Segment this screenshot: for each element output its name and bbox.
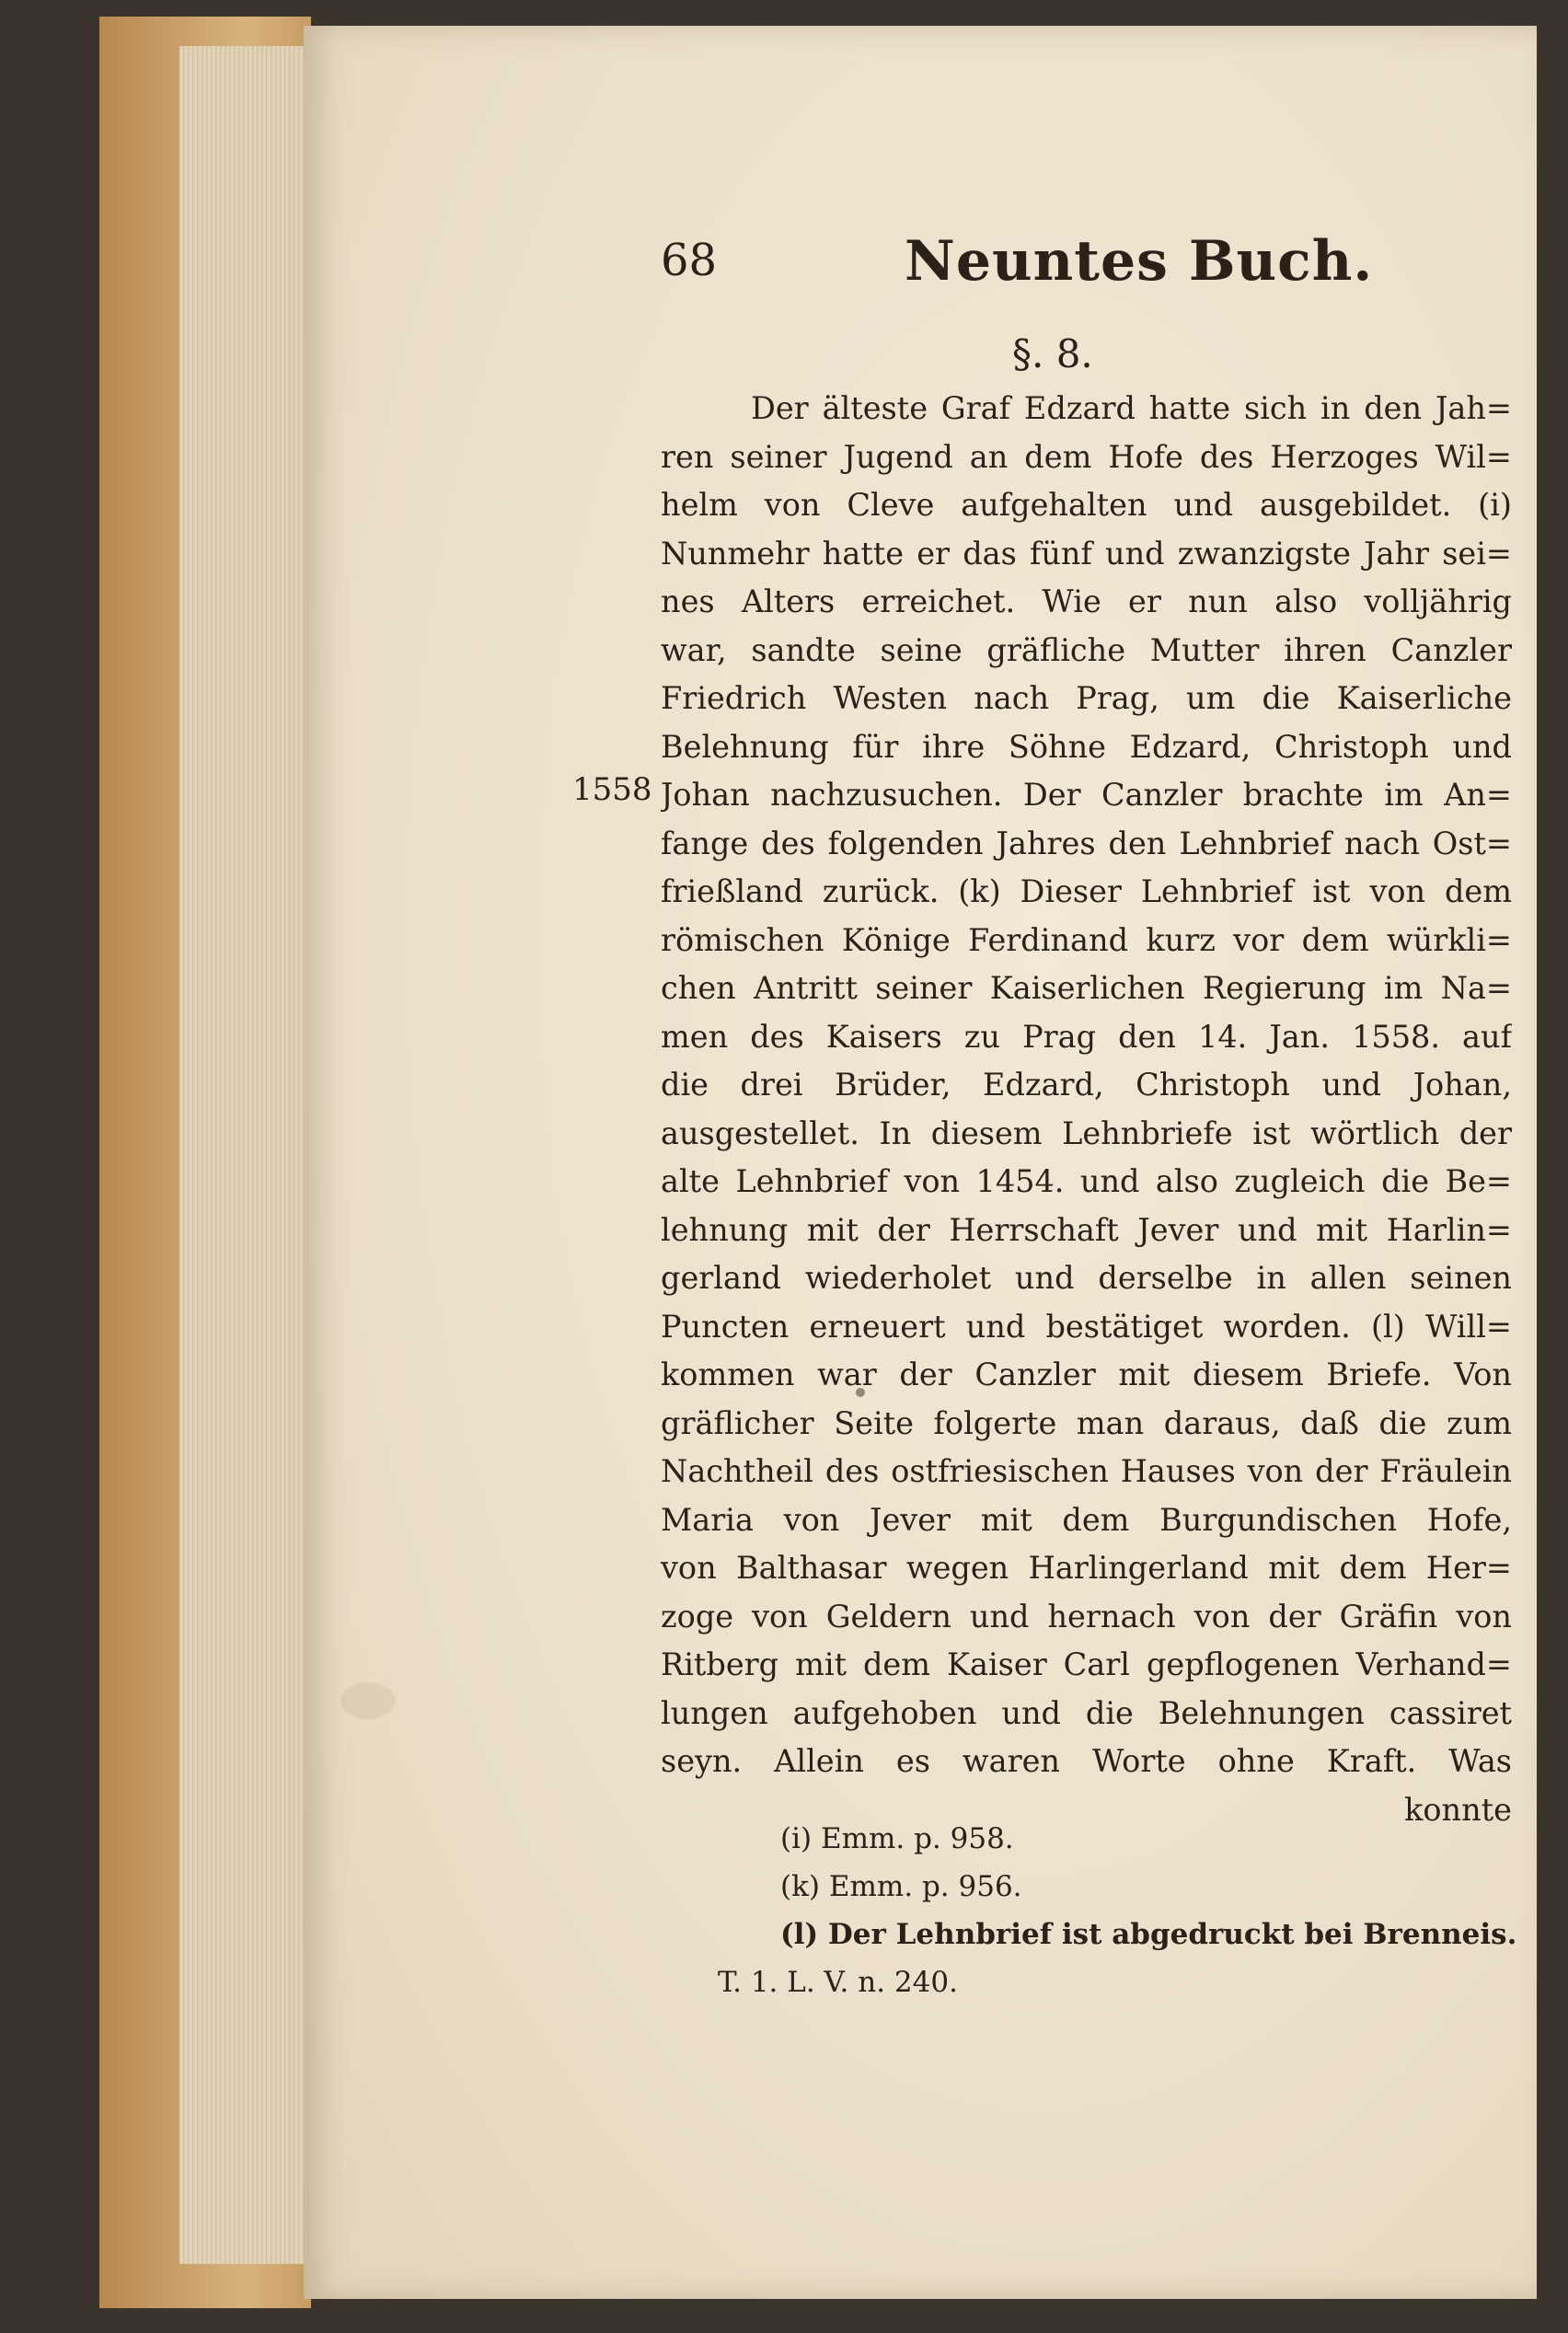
text-line: Maria von Jever mit dem Burgundischen Hofe, bbox=[661, 1501, 1512, 1538]
text-line: von Balthasar wegen Harlingerland mit dem Her= bbox=[661, 1550, 1512, 1586]
text-line: lungen aufgehoben und die Belehnungen cassiret bbox=[661, 1694, 1512, 1731]
text-line: helm von Cleve aufgehalten und ausgebildet. (i) bbox=[661, 487, 1512, 523]
paper-stain bbox=[340, 1682, 396, 1719]
footnotes bbox=[661, 1815, 1517, 2006]
text-line: kommen war der Canzler mit diesem Briefe. Von bbox=[661, 1357, 1512, 1392]
page-number: 68 bbox=[661, 235, 718, 286]
text-line: fange des folgenden Jahres den Lehnbrief nach Ost= bbox=[661, 825, 1512, 861]
text-line: lehnung mit der Herrschaft Jever und mit Harlin= bbox=[661, 1211, 1512, 1248]
text-line: Nunmehr hatte er das fünf und zwanzigste Jahr sei= bbox=[661, 535, 1512, 572]
text-line: war, sandte seine gräfliche Mutter ihren Canzler bbox=[661, 631, 1512, 668]
text-line: alte Lehnbrief von 1454. und also zugleich die Be= bbox=[661, 1163, 1512, 1199]
text-line: zoge von Geldern und hernach von der Gräfin von bbox=[661, 1598, 1512, 1634]
page-stack bbox=[179, 46, 317, 2264]
text-line: Der älteste Graf Edzard hatte sich in den Jah= bbox=[751, 390, 1512, 426]
text-line: seyn. Allein es waren Worte ohne Kraft. Was bbox=[661, 1743, 1512, 1779]
text-line: Belehnung für ihre Söhne Edzard, Christoph und bbox=[661, 728, 1512, 765]
text-line: ausgestellet. In diesem Lehnbriefe ist wörtlich der bbox=[661, 1115, 1512, 1151]
text-line: frießland zurück. (k) Dieser Lehnbrief ist von dem bbox=[661, 873, 1512, 909]
text-line: Puncten erneuert und bestätiget worden. (l) Will= bbox=[661, 1308, 1512, 1345]
text-line: men des Kaisers zu Prag den 14. Jan. 1558. auf bbox=[661, 1018, 1512, 1055]
footnote-l: (l) Der Lehnbrief ist abgedruckt bei Brenneis. bbox=[780, 1918, 1517, 1951]
text-line: römischen Könige Ferdinand kurz vor dem würkli= bbox=[661, 921, 1512, 958]
text-line: die drei Brüder, Edzard, Christoph und Johan, bbox=[661, 1067, 1512, 1103]
text-line: Johan nachzusuchen. Der Canzler brachte im An= bbox=[661, 777, 1512, 813]
text-line: chen Antritt seiner Kaiserlichen Regierung im Na= bbox=[661, 970, 1512, 1006]
text-line: nes Alters erreichet. Wie er nun also volljährig bbox=[661, 583, 1512, 619]
text-line: Nachtheil des ostfriesischen Hauses von der Fräulein bbox=[661, 1453, 1512, 1489]
page-header bbox=[661, 229, 1512, 299]
text-line: gerland wiederholet und derselbe in allen seinen bbox=[661, 1260, 1512, 1296]
text-line: Friedrich Westen nach Prag, um die Kaiserliche bbox=[661, 680, 1512, 716]
catchword: konnte bbox=[1404, 1791, 1512, 1828]
margin-year-note: 1558 bbox=[572, 771, 652, 808]
running-title: Neuntes Buch. bbox=[905, 229, 1374, 294]
section-heading: §. 8. bbox=[1012, 331, 1093, 376]
text-line: ren seiner Jugend an dem Hofe des Herzoges Wil= bbox=[661, 438, 1512, 475]
footnote-i: (i) Emm. p. 958. bbox=[780, 1822, 1014, 1855]
body-text bbox=[661, 385, 1512, 1834]
text-line: gräflicher Seite folgerte man daraus, daß die zum bbox=[661, 1404, 1512, 1441]
footnote-k: (k) Emm. p. 956. bbox=[780, 1870, 1022, 1903]
text-line: Ritberg mit dem Kaiser Carl gepflogenen Verhand= bbox=[661, 1646, 1512, 1682]
footnote-l-continued: T. 1. L. V. n. 240. bbox=[718, 1966, 958, 1999]
